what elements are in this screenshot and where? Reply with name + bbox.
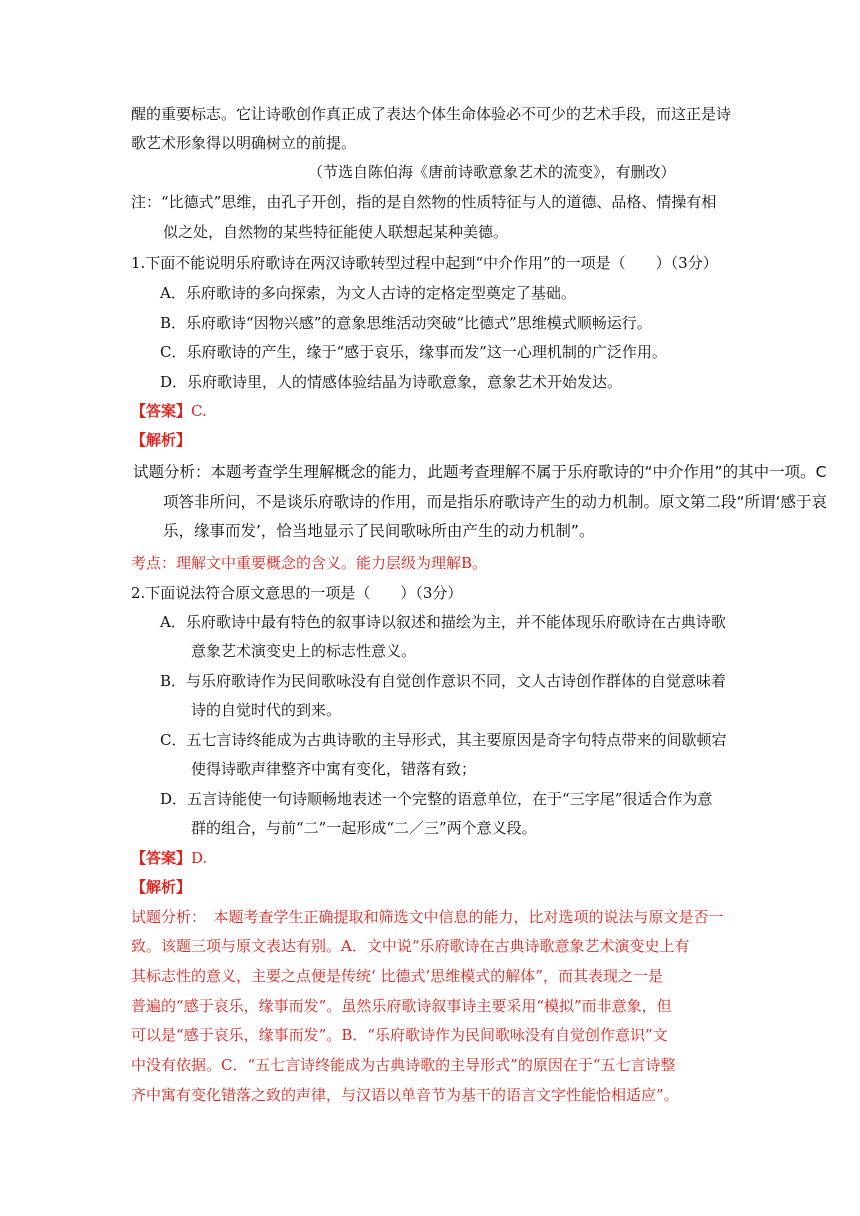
q2-stem: 2.下面说法符合原文意思的一项是（ ）（3分） <box>131 584 463 602</box>
q2-option-b-line-2: 诗的自觉时代的到来。 <box>191 701 342 719</box>
q2-analysis-line-1: 试题分析： 本题考查学生正确提取和筛选文中信息的能力，比对选项的说法与原文是否一 <box>131 908 724 926</box>
q2-option-a-line-2: 意象艺术演变史上的标志性意义。 <box>191 642 417 660</box>
q2-option-d-line-2: 群的组合，与前“二”一起形成“二／三”两个意义段。 <box>191 819 537 837</box>
q2-analysis-line-3: 其标志性的意义，主要之点便是传统‘ 比德式’思维模式的解体”，而其表现之一是 <box>131 967 663 985</box>
q2-option-a-line-1: A．乐府歌诗中最有特色的叙事诗以叙述和描绘为主，并不能体现乐府歌诗在古典诗歌 <box>160 613 726 631</box>
q2-answer-label: 【答案】 <box>131 849 192 867</box>
note-line-2: 似之处，自然物的某些特征能使人联想起某种美德。 <box>163 223 509 241</box>
passage-line-2: 歌艺术形象得以明确树立的前提。 <box>131 134 357 152</box>
q2-analysis-line-4: 普遍的“感于哀乐，缘事而发”。虽然乐府歌诗叙事诗主要采用“模拟”而非意象，但 <box>131 997 672 1015</box>
q2-analysis-line-6: 中没有依据。C．“五七言诗终能成为古典诗歌的主导形式”的原因在于“五七言诗整 <box>131 1056 676 1074</box>
source-citation: （节选自陈伯海《唐前诗歌意象艺术的流变》，有删改） <box>308 163 676 181</box>
q1-analysis-line-3: 乐，缘事而发’，恰当地显示了民间歌咏所由产生的动力机制”。 <box>163 522 595 540</box>
q1-option-c: C．乐府歌诗的产生，缘于“感于哀乐，缘事而发”这一心理机制的广泛作用。 <box>160 343 667 361</box>
q2-option-d-line-1: D．五言诗能使一句诗顺畅地表述一个完整的语意单位，在于“三字尾”很适合作为意 <box>160 790 713 808</box>
q1-analysis-line-2: 项答非所问，不是谈乐府歌诗的作用，而是指乐府歌诗产生的动力机制。原文第二段“所谓‘感于哀 <box>163 493 827 511</box>
q2-option-c-line-1: C．五七言诗终能成为古典诗歌的主导形式，其主要原因是奇字句特点带来的间歇顿宕 <box>160 731 727 749</box>
q1-stem: 1.下面不能说明乐府歌诗在两汉诗歌转型过程中起到“中介作用”的一项是（ ）（3分） <box>131 254 718 272</box>
q1-analysis-label: 【解析】 <box>131 431 192 449</box>
q1-answer-value: C. <box>191 402 207 420</box>
q1-option-d: D．乐府歌诗里，人的情感体验结晶为诗歌意象，意象艺术开始发达。 <box>160 373 623 391</box>
q2-option-c-line-2: 使得诗歌声律整齐中寓有变化，错落有致； <box>191 760 477 778</box>
q1-option-a: A．乐府歌诗的多向探索，为文人古诗的定格定型奠定了基础。 <box>160 284 576 302</box>
q1-option-b: B．乐府歌诗“因物兴感”的意象思维活动突破“比德式”思维模式顺畅运行。 <box>160 314 652 332</box>
q2-analysis-line-2: 致。该题三项与原文表达有别。A．文中说“乐府歌诗在古典诗歌意象艺术演变史上有 <box>131 937 690 955</box>
q2-option-b-line-1: B．与乐府歌诗作为民间歌咏没有自觉创作意识不同，文人古诗创作群体的自觉意味着 <box>160 672 727 690</box>
q1-answer <box>131 401 207 421</box>
q1-analysis-line-1: 试题分析：本题考查学生理解概念的能力，此题考查理解不属于乐府歌诗的“中介作用”的其中一项。C <box>133 463 827 481</box>
q2-answer-value: D. <box>191 849 208 867</box>
q1-kaodian: 考点：理解文中重要概念的含义。能力层级为理解B。 <box>131 554 488 572</box>
note-line-1: 注：“比德式”思维，由孔子开创，指的是自然物的性质特征与人的道德、品格、情操有相 <box>131 193 717 211</box>
q2-answer <box>131 848 207 868</box>
passage-line-1: 醒的重要标志。它让诗歌创作真正成了表达个体生命体验必不可少的艺术手段，而这正是诗 <box>131 105 732 123</box>
q2-analysis-line-7: 齐中寓有变化错落之致的声律，与汉语以单音节为基干的语言文字性能恰相适应”。 <box>131 1086 679 1104</box>
q2-analysis-label: 【解析】 <box>131 878 192 896</box>
q2-analysis-line-5: 可以是“感于哀乐，缘事而发”。B．“乐府歌诗作为民间歌咏没有自觉创作意识”文 <box>131 1026 668 1044</box>
q1-answer-label: 【答案】 <box>131 402 192 420</box>
